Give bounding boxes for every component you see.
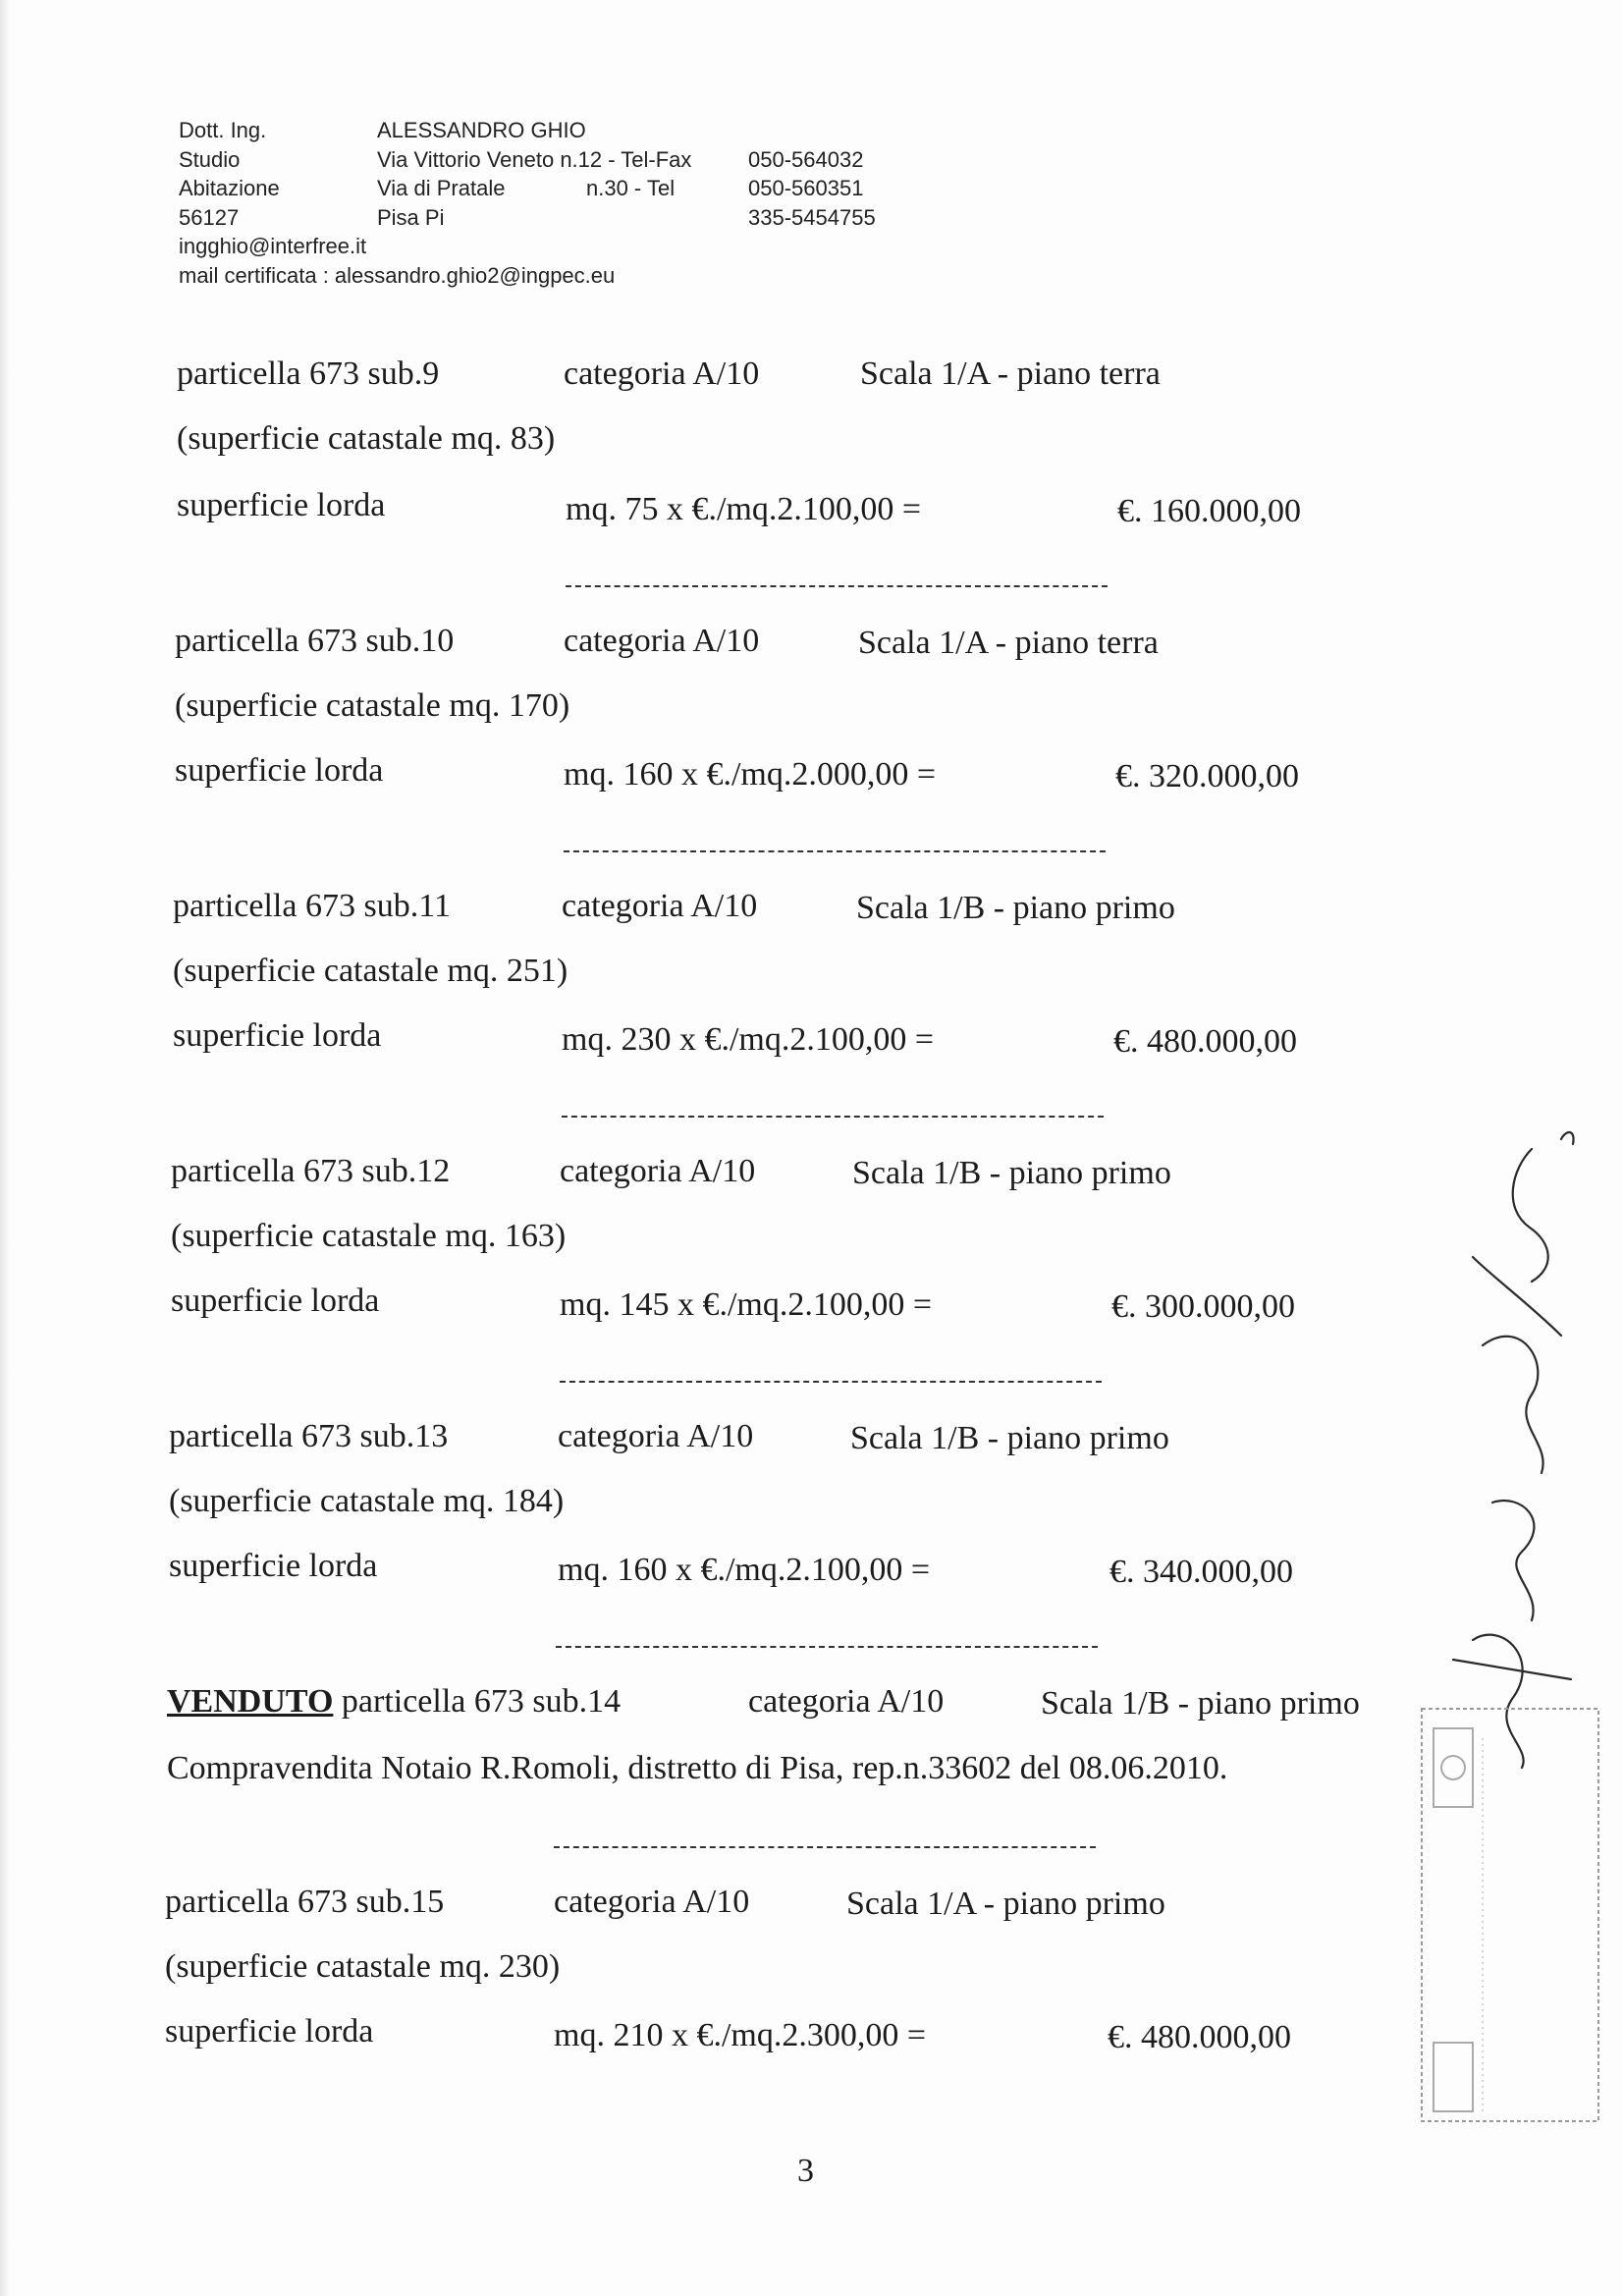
entry-categoria: categoria A/10 xyxy=(562,888,758,924)
entry-superficie-lorda-label: superficie lorda xyxy=(177,487,386,523)
entry-calc: mq. 160 x €./mq.2.000,00 = xyxy=(564,756,937,793)
venduto-scala: Scala 1/B - piano primo xyxy=(1041,1685,1360,1722)
letterhead-label: Abitazione xyxy=(179,176,280,200)
venduto-row xyxy=(167,1683,621,1721)
entry-particella: particella 673 sub.11 xyxy=(173,888,451,924)
letterhead-certified-mail: mail certificata : alessandro.ghio2@ingpec.eu xyxy=(179,262,616,288)
entry-total: €. 320.000,00 xyxy=(1115,758,1299,794)
letterhead-address: Via Vittorio Veneto n.12 - Tel-Fax xyxy=(377,146,692,172)
entry-calc: mq. 160 x €./mq.2.100,00 = xyxy=(558,1552,931,1588)
entry-total: €. 160.000,00 xyxy=(1117,493,1301,529)
entry-superficie-lorda-label: superficie lorda xyxy=(175,752,384,789)
entry-total: €. 300.000,00 xyxy=(1111,1288,1295,1325)
entry-superficie-catastale: (superficie catastale mq. 170) xyxy=(175,687,570,724)
entry-categoria: categoria A/10 xyxy=(558,1418,754,1454)
entry-calc: mq. 230 x €./mq.2.100,00 = xyxy=(562,1021,935,1058)
letterhead-name: ALESSANDRO GHIO xyxy=(377,118,586,142)
letterhead-phone: 050-560351 xyxy=(748,176,864,200)
entry-superficie-lorda-label: superficie lorda xyxy=(165,2013,374,2050)
entry-scala: Scala 1/A - piano primo xyxy=(846,1886,1165,1922)
letterhead-title: Dott. Ing. xyxy=(179,118,267,142)
entry-total: €. 480.000,00 xyxy=(1113,1023,1297,1060)
letterhead-address: Via di Pratale xyxy=(377,176,506,200)
entry-superficie-lorda-label: superficie lorda xyxy=(169,1548,378,1584)
entry-scala: Scala 1/B - piano primo xyxy=(852,1155,1171,1191)
letterhead-email: ingghio@interfree.it xyxy=(179,234,367,258)
letterhead-city: Pisa Pi xyxy=(377,204,445,230)
page-number: 3 xyxy=(797,2153,814,2189)
letterhead-phone: 050-564032 xyxy=(748,146,864,172)
entry-calc: mq. 145 x €./mq.2.100,00 = xyxy=(560,1286,933,1323)
entry-calc: mq. 75 x €./mq.2.100,00 = xyxy=(566,491,922,527)
entry-scala: Scala 1/A - piano terra xyxy=(860,355,1161,392)
entry-superficie-catastale: (superficie catastale mq. 251) xyxy=(173,953,568,989)
separator-line xyxy=(562,1116,1104,1118)
entry-total: €. 340.000,00 xyxy=(1109,1554,1293,1590)
separator-line xyxy=(556,1646,1098,1648)
venduto-particella: particella 673 sub.14 xyxy=(341,1683,622,1720)
entry-superficie-catastale: (superficie catastale mq. 230) xyxy=(165,1948,561,1985)
entry-superficie-lorda-label: superficie lorda xyxy=(171,1283,380,1319)
entry-categoria: categoria A/10 xyxy=(554,1884,750,1920)
entry-categoria: categoria A/10 xyxy=(564,355,760,392)
letterhead-number: n.30 - Tel xyxy=(586,176,676,200)
handwritten-signature xyxy=(1414,1110,1610,1777)
entry-categoria: categoria A/10 xyxy=(564,623,760,659)
entry-particella: particella 673 sub.13 xyxy=(169,1418,449,1454)
entry-scala: Scala 1/B - piano primo xyxy=(850,1420,1169,1456)
entry-total: €. 480.000,00 xyxy=(1108,2019,1291,2055)
entry-particella: particella 673 sub.12 xyxy=(171,1153,451,1189)
scan-edge xyxy=(0,0,10,2296)
venduto-note: Compravendita Notaio R.Romoli, distretto di Pisa, rep.n.33602 del 08.06.2010. xyxy=(167,1750,1228,1786)
entry-scala: Scala 1/A - piano terra xyxy=(858,625,1159,661)
venduto-categoria: categoria A/10 xyxy=(748,1683,945,1720)
entry-superficie-catastale: (superficie catastale mq. 184) xyxy=(169,1483,565,1519)
entry-superficie-catastale: (superficie catastale mq. 83) xyxy=(177,420,556,457)
entry-categoria: categoria A/10 xyxy=(560,1153,756,1189)
letterhead-phone: 335-5454755 xyxy=(748,204,876,230)
entry-particella: particella 673 sub.9 xyxy=(177,355,440,392)
entry-calc: mq. 210 x €./mq.2.300,00 = xyxy=(554,2017,927,2053)
entry-particella: particella 673 sub.10 xyxy=(175,623,455,659)
letterhead-zip: 56127 xyxy=(179,204,240,230)
letterhead-label: Studio xyxy=(179,146,241,172)
stamp-impression xyxy=(1414,1699,1610,2151)
entry-superficie-lorda-label: superficie lorda xyxy=(173,1017,382,1054)
venduto-label: VENDUTO xyxy=(167,1683,334,1720)
separator-line xyxy=(554,1846,1096,1848)
entry-particella: particella 673 sub.15 xyxy=(165,1884,445,1920)
entry-superficie-catastale: (superficie catastale mq. 163) xyxy=(171,1218,567,1254)
separator-line xyxy=(560,1381,1102,1383)
separator-line xyxy=(564,850,1106,852)
separator-line xyxy=(566,585,1108,587)
entry-scala: Scala 1/B - piano primo xyxy=(856,890,1175,926)
